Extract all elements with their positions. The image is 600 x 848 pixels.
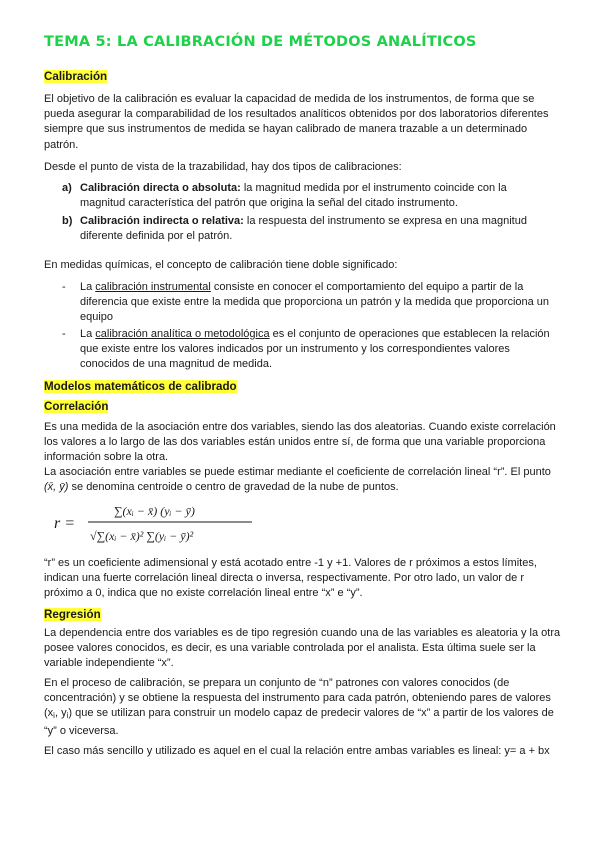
formula-numerator: ∑(xᵢ − x̄) (yᵢ − ȳ) — [114, 504, 195, 518]
heading-highlight: Regresión — [44, 608, 101, 621]
paragraph: “r” es un coeficiente adimensional y está acotado entre -1 y +1. Valores de r próximos a estos límites, indican una fuerte correlación lineal directa o inversa, respectivamente. Por otro lado, un valor de r próximo a 0, indica que no existe correlación lineal entre “x” e “y”. — [44, 557, 537, 600]
subscript: i — [53, 711, 55, 721]
paragraph-text: La asociación entre variables se puede estimar mediante el coeficiente de correlación lineal “r”. El punto — [44, 466, 551, 478]
subscript: i — [66, 711, 69, 721]
list-text: La — [80, 281, 96, 293]
list-marker: a) — [62, 182, 72, 194]
list-term: Calibración indirecta o relativa: — [80, 215, 244, 227]
bullet-dash: - — [62, 328, 66, 340]
list-text: la magnitud medida por el instrumento coincide con la magnitud característica del patrón que origina la señal del citado instrumento. — [80, 182, 507, 210]
list-item — [80, 181, 550, 211]
heading-highlight: Calibración — [44, 70, 108, 83]
list-text: la respuesta del instrumento se expresa en una magnitud diferente definida por el patrón. — [80, 215, 527, 243]
paragraph — [44, 465, 564, 495]
paragraph: El caso más sencillo y utilizado es aquel en el cual la relación entre ambas variables es lineal: y= a + bx — [44, 745, 550, 757]
paragraph — [44, 676, 564, 739]
list-text: consiste en conocer el comportamiento del equipo a partir de la diferencia que existe entre la medida que proporciona un patrón y la medida que proporciona un equipo — [80, 281, 550, 324]
bullet-dash: - — [62, 281, 66, 293]
list-marker: b) — [62, 215, 73, 227]
centroid-symbol: (x̄, ȳ) — [44, 481, 69, 494]
underlined-term: calibración analítica o metodológica — [95, 328, 270, 340]
list-item — [80, 214, 550, 244]
correlation-formula — [54, 498, 254, 548]
paragraph-text: se denomina centroide o centro de gravedad de la nube de puntos. — [71, 481, 399, 494]
paragraph: Es una medida de la asociación entre dos variables, siendo las dos aleatorias. Cuando existe correlación los valores a lo largo de las dos variables están unidos entre sí, de forma que una variable proporciona información sobre la otra. — [44, 421, 556, 464]
paragraph: La dependencia entre dos variables es de tipo regresión cuando una de las variables es aleatoria y la otra posee valores conocidos, es decir, es una variable controlada por el analista. Esta última suele ser la variable independiente “x”. — [44, 627, 561, 670]
list-text: es el conjunto de operaciones que establecen la relación que existe entre los valores indicados por un instrumento y los correspondientes valores conocidos de una magnitud de medida. — [80, 328, 550, 371]
paragraph: Desde el punto de vista de la trazabilidad, hay dos tipos de calibraciones: — [44, 161, 402, 173]
paragraph-text: En el proceso de calibración, se prepara un conjunto de “n” patrones con valores conocidos (de concentración) y se obtiene la respuesta del instrumento para cada patrón, obteniendo pares de valores (x — [44, 677, 551, 720]
paragraph-text: ) que se utilizan para construir un modelo capaz de predecir valores de “x” a partir de los valores de “y” o viceversa. — [44, 707, 554, 737]
heading-highlight: Modelos matemáticos de calibrado — [44, 380, 237, 393]
subheading-regresion — [44, 608, 101, 622]
heading-highlight: Correlación — [44, 400, 109, 413]
underlined-term: calibración instrumental — [95, 281, 211, 293]
list-text: La — [80, 328, 96, 340]
section-heading-calibracion — [44, 70, 107, 84]
section-heading-modelos — [44, 380, 237, 394]
paragraph-text: , y — [54, 707, 67, 720]
subheading-correlacion — [44, 400, 108, 414]
page-title: TEMA 5: LA CALIBRACIÓN DE MÉTODOS ANALÍTICOS — [44, 34, 477, 50]
list-item — [80, 280, 550, 326]
list-item — [80, 327, 550, 373]
paragraph: El objetivo de la calibración es evaluar la capacidad de medida de los instrumentos, de forma que se pueda asegurar la comparabilidad de los resultados analíticos obtenidos por dos laboratorios diferentes siempre que sus instrumentos de medida se hayan calibrado de manera trazable a un determinado patrón. — [44, 93, 549, 151]
formula-lhs: r = — [54, 515, 76, 532]
list-term: Calibración directa o absoluta: — [80, 182, 241, 194]
formula-denominator: √∑(xᵢ − x̄)² ∑(yᵢ − ȳ)² — [90, 529, 194, 543]
paragraph: En medidas químicas, el concepto de calibración tiene doble significado: — [44, 259, 398, 271]
